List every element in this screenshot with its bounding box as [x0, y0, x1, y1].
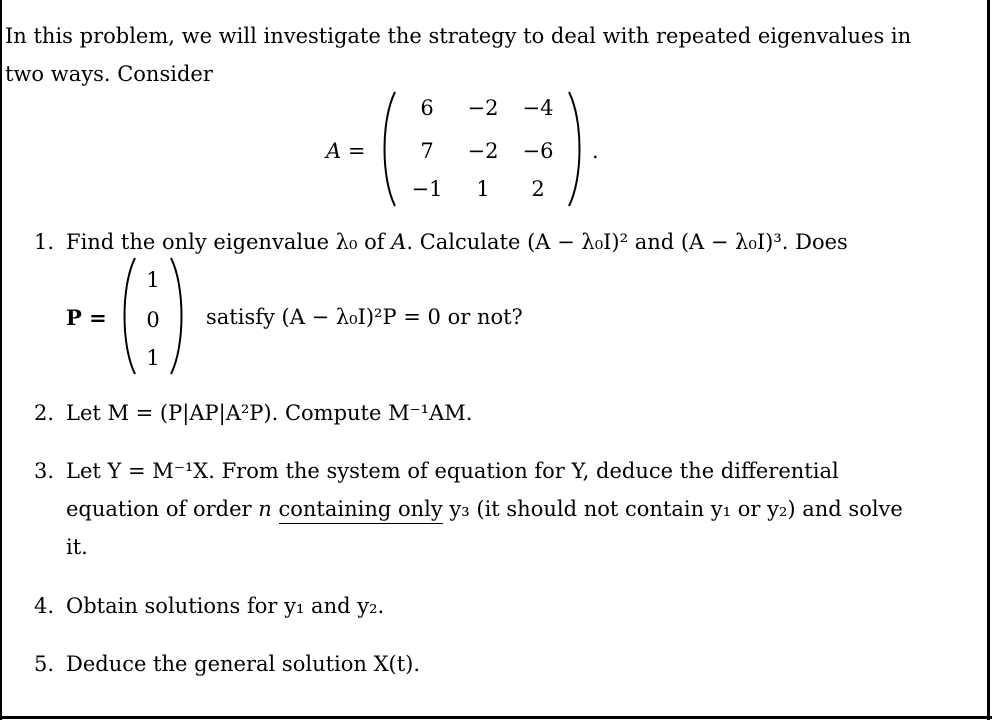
item-3-line-2: equation of order n containing only y₃ (it should not contain y₁ or y₂) and solve — [66, 499, 903, 520]
item-2-text: Let M = (P|AP|A²P). Compute M⁻¹AM. — [66, 401, 473, 425]
matrix-cell: −6 — [522, 139, 554, 163]
matrix-cell: −4 — [522, 96, 554, 120]
underlined-phrase: containing only — [279, 497, 443, 524]
item-5-number: 5. — [34, 652, 55, 676]
matrix-cell: −1 — [411, 177, 443, 201]
frame-right — [987, 0, 990, 720]
item-4-number: 4. — [34, 594, 55, 618]
p-vector — [118, 256, 188, 376]
item-2-number: 2. — [34, 401, 55, 425]
p-vector-cell: 0 — [146, 308, 160, 332]
matrix-cell: 7 — [420, 139, 434, 163]
matrix-cell: 2 — [531, 177, 545, 201]
left-paren-icon — [378, 90, 398, 208]
matrix-cell: 6 — [420, 96, 434, 120]
matrix-a — [378, 90, 586, 208]
left-paren-icon — [118, 256, 138, 376]
item-3-line-3: it. — [66, 535, 88, 559]
p-label: P = — [66, 305, 107, 330]
frame-bottom — [0, 716, 992, 719]
intro-line-1: In this problem, we will investigate the strategy to deal with repeated eigenvalues in — [5, 24, 912, 48]
item-4-text: Obtain solutions for y₁ and y₂. — [66, 594, 385, 618]
matrix-label: A = — [326, 139, 366, 163]
right-paren-icon — [168, 256, 188, 376]
item-3-line-1: Let Y = M⁻¹X. From the system of equation for Y, deduce the differential — [66, 459, 839, 483]
p-vector-cell: 1 — [146, 346, 160, 370]
matrix-cell: −2 — [467, 139, 499, 163]
item-1-number: 1. — [34, 230, 55, 254]
item-1-tail: satisfy (A − λ₀I)²P = 0 or not? — [206, 305, 523, 329]
item-5-text: Deduce the general solution X(t). — [66, 652, 421, 676]
right-paren-icon — [566, 90, 586, 208]
matrix-period: . — [592, 139, 599, 163]
frame-left — [0, 0, 2, 720]
matrix-cell: 1 — [476, 177, 490, 201]
intro-line-2: two ways. Consider — [5, 62, 213, 86]
matrix-cell: −2 — [467, 96, 499, 120]
item-1-text: Find the only eigenvalue λ₀ of A. Calculate (A − λ₀I)² and (A − λ₀I)³. Does — [66, 230, 848, 254]
item-3-number: 3. — [34, 459, 55, 483]
p-vector-cell: 1 — [146, 268, 160, 292]
